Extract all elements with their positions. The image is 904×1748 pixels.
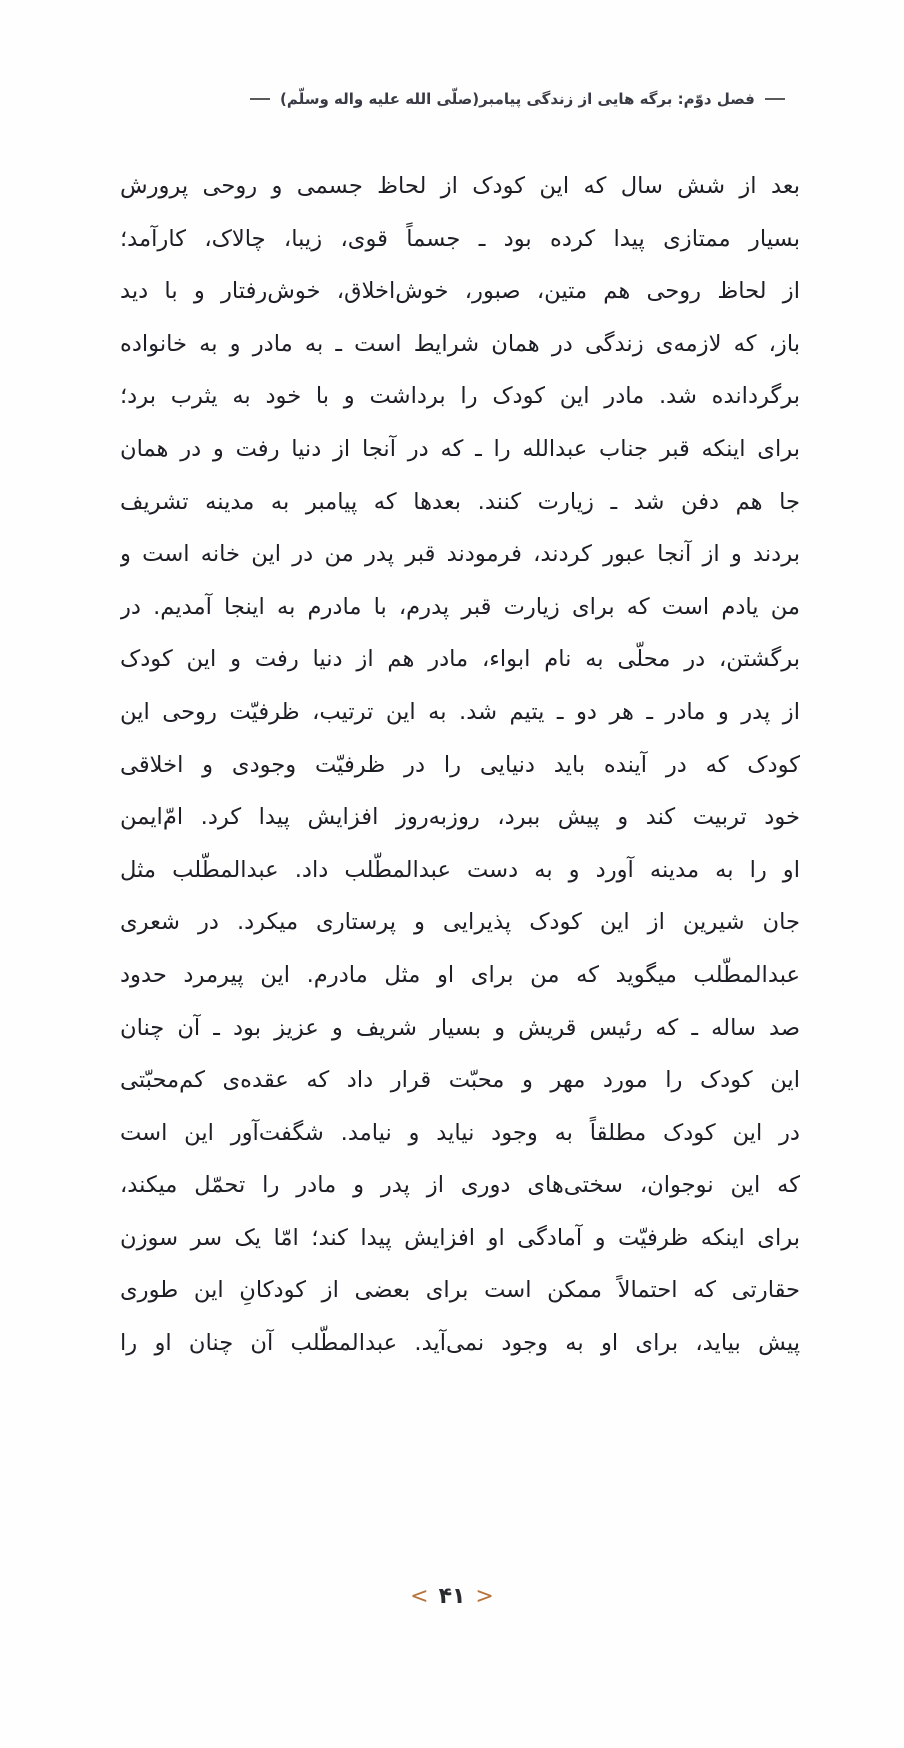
text-line: بسیار ممتازی پیدا کرده بود ـ جسماً قوی، زیبا، چالاک، کارآمد؛ (120, 225, 800, 252)
text-line: از پدر و مادر ـ هر دو ـ یتیم شد. به این ترتیب، ظرفیّت روحی این (120, 698, 800, 725)
text-line: کودک که در آینده باید دنیایی را در ظرفیّت وجودی و اخلاقی (120, 751, 800, 778)
text-line: صد ساله ـ که رئیس قریش و بسیار شریف و عزیز بود ـ آن چنان (120, 1014, 800, 1041)
text-line: عبدالمطّلب میگوید که من برای او مثل مادرم. این پیرمرد حدود (120, 961, 800, 988)
text-line: جان شیرین از این کودک پذیرایی و پرستاری میکرد. در شعری (120, 909, 800, 936)
chapter-title: فصل دوّم: برگه هایی از زندگی پیامبر(صلّی الله علیه واله وسلّم) (280, 90, 755, 108)
text-line: من یادم است که برای زیارت قبر پدرم، با مادرم به اینجا آمدیم. در (120, 593, 800, 620)
text-line: برگشتن، در محلّی به نام ابواء، مادر هم از دنیا رفت و این کودک (120, 646, 800, 673)
text-line: این کودک را مورد مهر و محبّت قرار داد که عقده‌ی کم‌محبّتی (120, 1067, 800, 1094)
bracket-close-icon: > (475, 1584, 494, 1609)
header-rule-right (250, 98, 270, 100)
text-line: او را به مدینه آورد و به دست عبدالمطّلب داد. عبدالمطّلب مثل (120, 856, 800, 883)
text-line: بعد از شش سال که این کودک از لحاظ جسمی و روحی پرورش (120, 173, 800, 199)
text-line: از لحاظ روحی هم متین، صبور، خوش‌اخلاق، خوش‌رفتار و با دید (120, 278, 800, 305)
body-text (120, 160, 800, 1370)
text-line: برای اینکه ظرفیّت و آمادگی او افزایش پیدا کند؛ امّا یک سر سوزن (120, 1224, 800, 1251)
text-line: خود تربیت کند و پیش ببرد، روزبه‌روز افزایش پیدا کرد. امّ‌ایمن (120, 804, 800, 831)
text-line: برگردانده شد. مادر این کودک را برداشت و با خود به یثرب برد؛ (120, 383, 800, 410)
text-line: که این نوجوان، سختی‌های دوری از پدر و مادر را تحمّل میکند، (120, 1172, 800, 1199)
text-line: باز، که لازمه‌ی زندگی در همان شرایط است ـ به مادر و به خانواده (120, 330, 800, 357)
bracket-open-icon: < (410, 1584, 429, 1609)
text-line: جا هم دفن شد ـ زیارت کنند. بعدها که پیامبر به مدینه تشریف (120, 488, 800, 515)
text-line: در این کودک مطلقاً به وجود نیاید و نیامد. شگفت‌آور این است (120, 1119, 800, 1146)
text-line: پیش بیاید، برای او به وجود نمی‌آید. عبدالمطّلب آن چنان او را (120, 1330, 800, 1357)
text-line: حقارتی که احتمالاً ممکن است برای بعضی از کودکانِ این طوری (120, 1277, 800, 1304)
page-number: ۴۱ (438, 1584, 466, 1609)
header-rule-left (765, 98, 785, 100)
text-line: بردند و از آنجا عبور کردند، فرمودند قبر پدر من در این خانه است و (120, 541, 800, 568)
text-line: برای اینکه قبر جناب عبدالله را ـ که در آنجا از دنیا رفت و در همان (120, 435, 800, 462)
page-number-footer (0, 1584, 904, 1609)
running-header (250, 82, 754, 116)
